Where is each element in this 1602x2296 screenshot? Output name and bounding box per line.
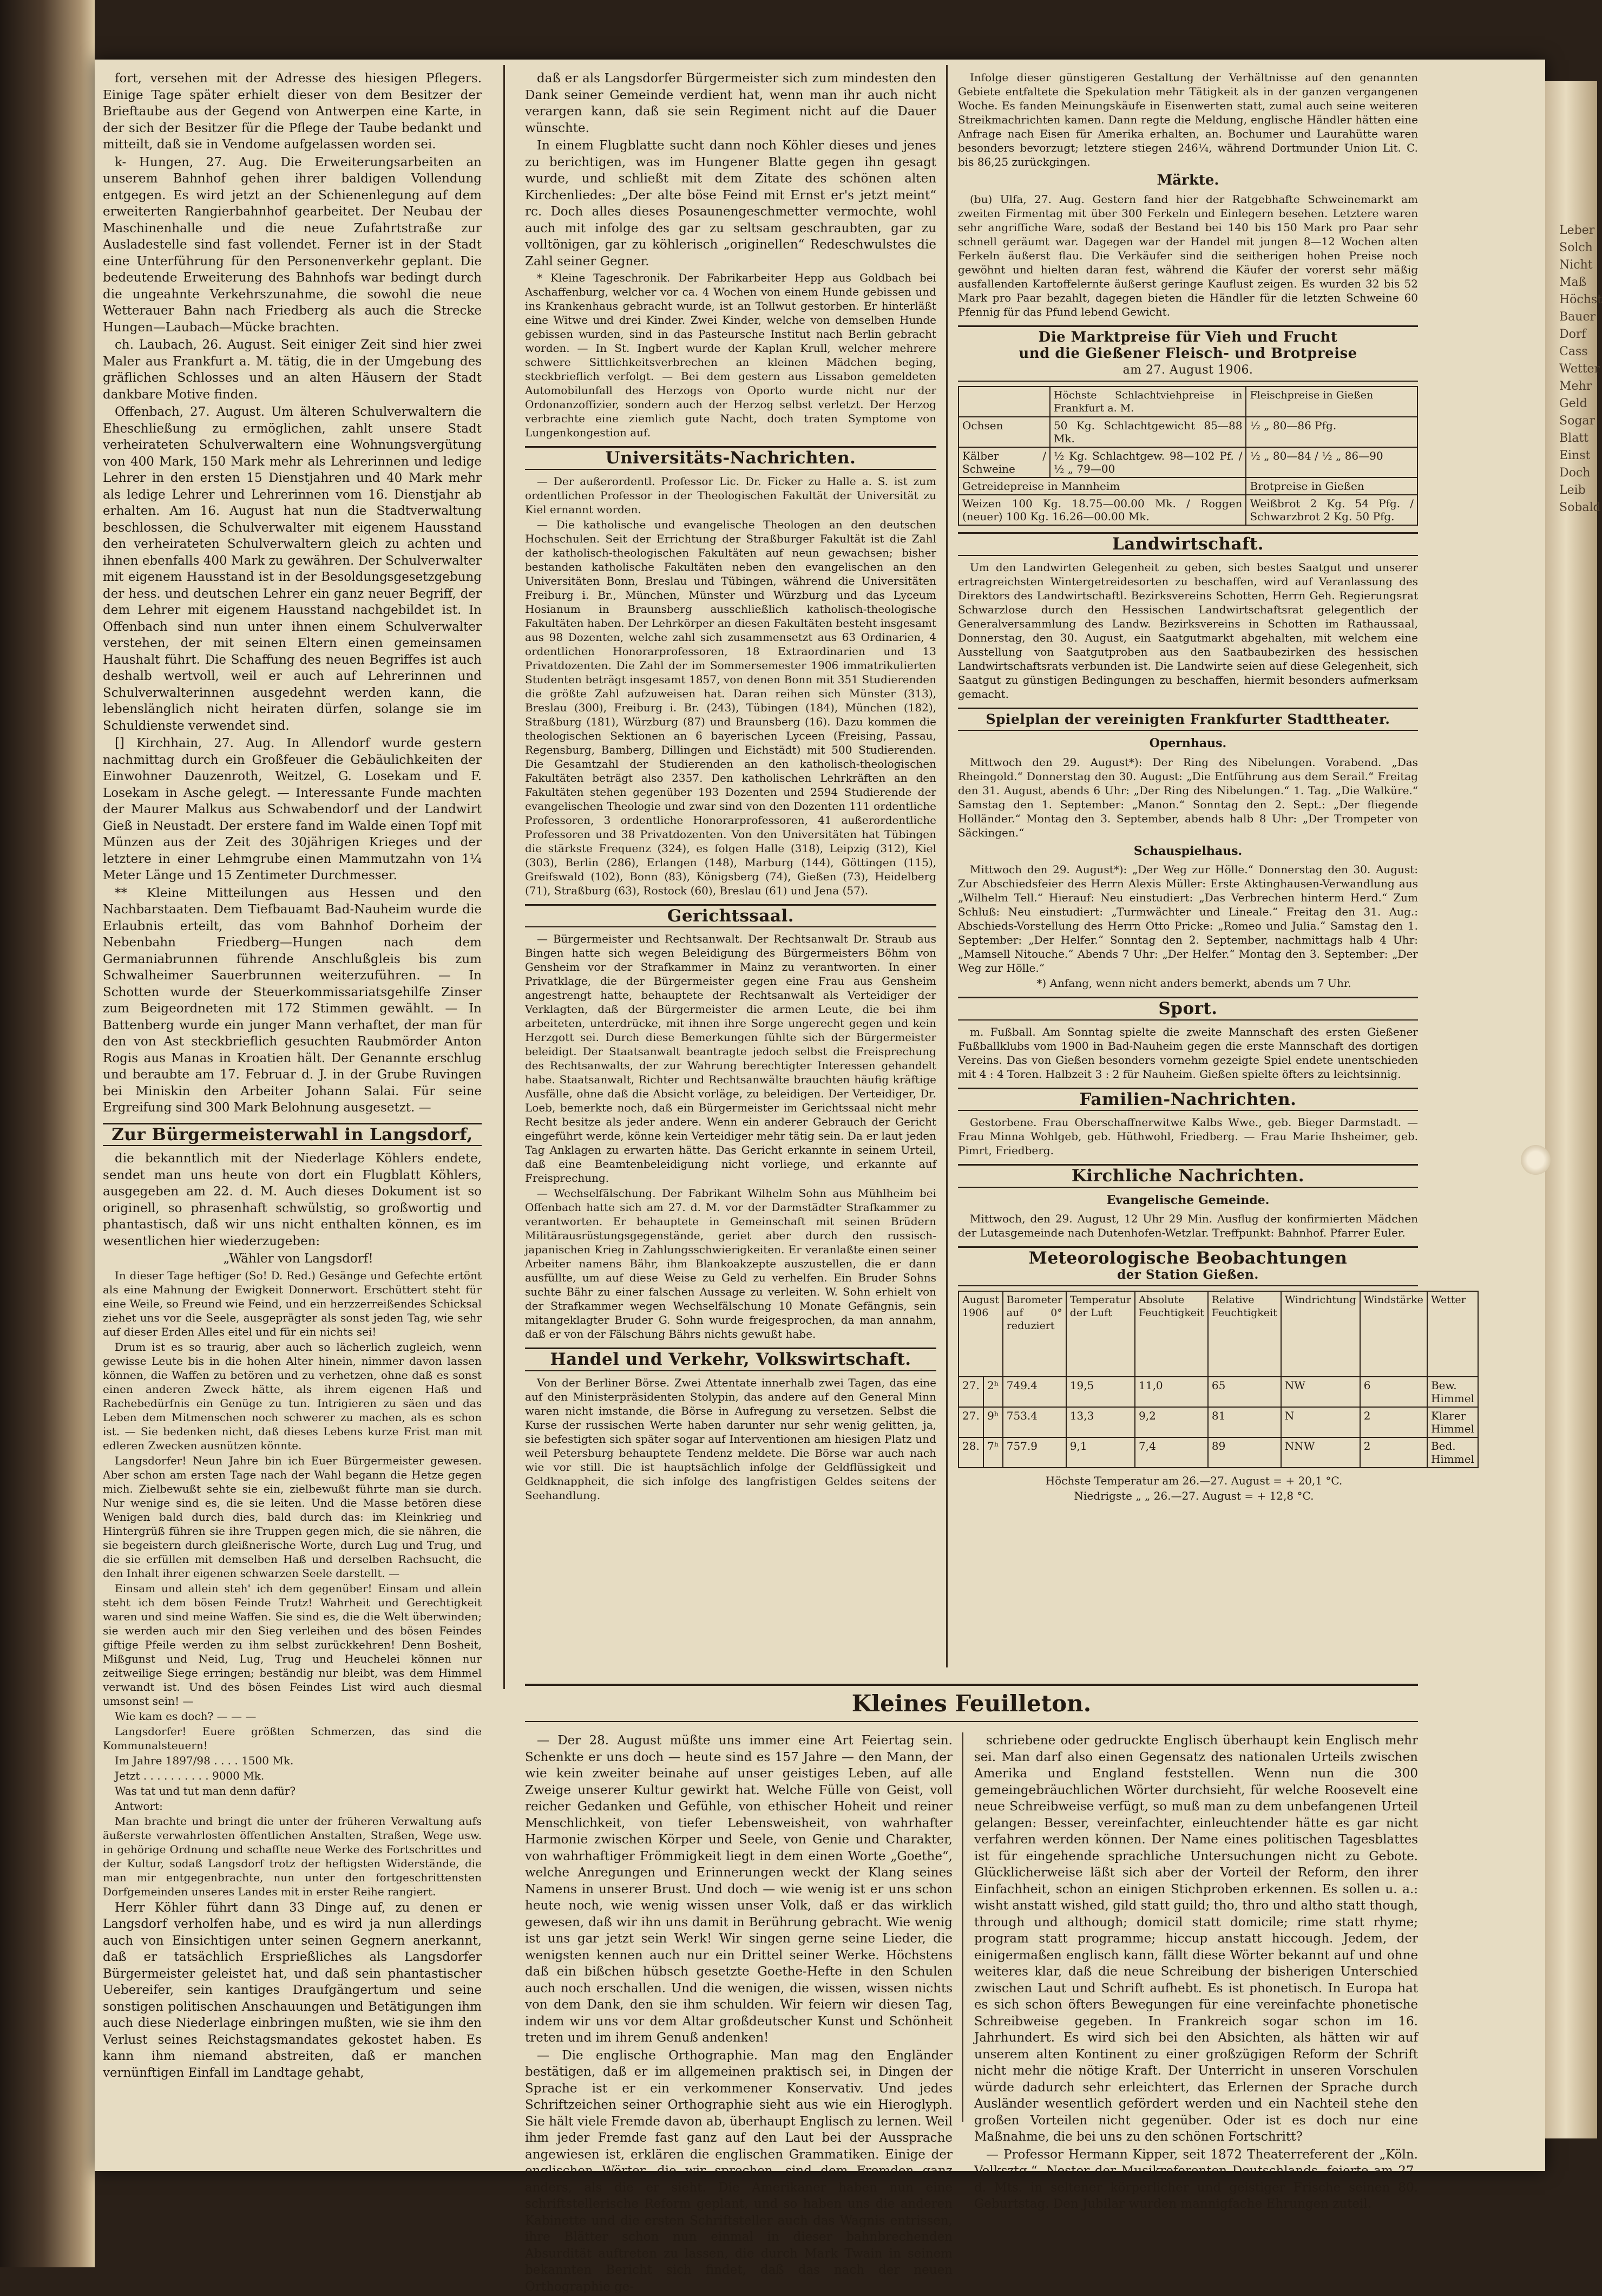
column-1	[103, 70, 482, 2082]
table-header	[958, 1291, 1478, 1377]
heading-sport: Sport.	[958, 997, 1418, 1021]
meteo-min: Niedrigste „ „ 26.—27. August = + 12,8 °C.	[1074, 1489, 1314, 1502]
heading-buergermeisterwahl: Zur Bürgermeisterwahl in Langsdorf,	[103, 1123, 482, 1147]
table-row	[958, 447, 1417, 477]
table-header-cell: Windrichtung	[1281, 1291, 1360, 1377]
univ-2: — Die katholische und evangelische Theologen an den deutschen Hochschulen. Seit der Errichtung der Straßburger Fakultät ist die Zahl der katholisch-theologischen Fakultäten auf neun gewachsen; bisher bestanden katholische Fakultäten neben den evangelischen an den Universitäten Bonn, Breslau und Tübingen, während die Universitäten Freiburg i. Br., München, Münster und Würzburg und das Lyceum Hosianum in Braunsberg ausschließlich katholisch-theologische Fakultäten haben. Der Lehrkörper an diesen Fakultäten besteht insgesamt aus 98 Dozenten, welche zahl sich zusammensetzt aus 63 Ordinarien, 4 ordentlichen Honorarprofessoren, 18 Extraordinarien und 13 Privatdozenten. Die Zahl der im Sommersemester 1906 immatrikulierten Studenten beträgt insgesamt 1857, von denen Bonn mit 351 Studierenden die größte Zahl aufzuweisen hat. Daran reihen sich Münster (313), Breslau (300), Freiburg i. Br. (243), Tübingen (184), München (182), Straßburg (181), Würzburg (87) und Braunsberg (16). Dazu kommen die theologischen Sektionen an 6 bayerischen Lyceen (Freising, Passau, Regensburg, Bamberg, Dillingen und Eichstädt) mit 500 Studierenden. Die Gesamtzahl der Studierenden an den katholisch-theologischen Fakultäten beträgt also 2357. Den katholischen Lehrkräften an den Fakultäten stehen gegenüber 193 Dozenten und 2594 Studierende der evangelischen Theologie und zwar sind von den Dozenten 111 ordentliche Professoren, 3 ordentliche Honorarprofessoren, 41 außerordentliche Professoren und 38 Privatdozenten. Von den Universitäten hat Tübingen die stärkste Frequenz (324), es folgen Halle (318), Leipzig (312), Kiel (303), Berlin (286), Erlangen (148), Marburg (144), Göttingen (115), Greifswald (102), Bonn (83), Königsberg (74), Gießen (73), Heidelberg (71), Straßburg (63), Rostock (60), Breslau (61) und Jena (57).	[525, 518, 936, 897]
table-cell: 9,2	[1135, 1407, 1208, 1437]
article-laubach: ch. Laubach, 26. August. Seit einiger Zeit sind hier zwei Maler aus Frankfurt a. M. tätig, die in der Umgebung des gräflichen Schlosses und an alten Häusern der Stadt dankbare Motive finden.	[103, 338, 482, 402]
tageschronik: * Kleine Tageschronik. Der Fabrikarbeiter Hepp aus Goldbach bei Aschaffenburg, welcher vor ca. 4 Wochen von einem Hunde gebissen und ins Krankenhaus gebracht wurde, ist an Tollwut gestorben. Er hinterläßt eine Witwe und drei Kinder. Zwei Kinder, welche von demselben Hunde gebissen wurden, sind in das Pasteursche Institut nach Berlin gebracht worden. — In St. Ingbert wurde der Kaplan Krull, welcher mehrere schwere Sittlichkeitsverbrechen an kleinen Mädchen beging, steckbrieflich verfolgt. — Bei dem gestern aus Lissabon gemeldeten Automobilunfall des Herzogs von Oporto wurde nicht nur der Ordonanzoffizier, sondern auch der Herzog selbst verletzt. Der Herzog verbrachte eine ziemlich gute Nacht, doch traten Symptome von Lungenkongestion auf.	[525, 271, 936, 439]
table-cell: 81	[1208, 1407, 1281, 1437]
table-cell: 7ʰ	[983, 1437, 1003, 1468]
table-cell: 11,0	[1135, 1377, 1208, 1407]
table-cell: Kälber / Schweine	[958, 447, 1050, 477]
spielplan-schau: Mittwoch den 29. August*): „Der Weg zur Hölle.“ Donnerstag den 30. August: Zur Abschiedsfeier des Herrn Alexis Müller: Erste Aktinghausen-Verwandlung aus „Wilhelm Tell.“ Hierauf: Neu einstudiert: „Das Verbrechen hinterm Herd.“ Zum Schluß: Neu einstudiert: „Turmwächter und Lineale.“ Freitag den 31. Aug.: Abschieds-Vorstellung des Herrn Otto Pricke: „Romeo und Julia.“ Samstag den 1. September: „Der Helfer.“ Sonntag den 2. September, nachmittags halb 4 Uhr: „Mamsell Nitouche.“ Abends 7 Uhr: „Der Helfer.“ Montag den 3. September: „Der Weg zur Hölle.“	[958, 863, 1418, 974]
table-cell: 89	[1208, 1437, 1281, 1468]
article-offenbach: Offenbach, 27. August. Um älteren Schulverwaltern die Eheschließung zu ermöglichen, zahlt unsere Stadt verheirateten Schulverwaltern eine Wohnungsvergütung von 400 Mark, 150 Mark mehr als Lehrerinnen und ledige Lehrer in den ersten 15 Dienstjahren und 40 Mark mehr als ledige Lehrer und Lehrerinnen vom 16. Dienstjahr ab erhalten. Am 16. August hat nun die Stadtverwaltung beschlossen, die Schulverwalter mit eigenem Hausstand den verheirateten Schulverwaltern gleich zu achten und ihnen ebenfalls 400 Mark zu gewähren. Der Schulverwalter mit eigenem Hausstand ist in der Besoldungsgesetzgebung der hess. und deutschen Lehrer ein ganz neuer Begriff, der dem Lehrer mit eigenem Hausstand nachgebildet ist. In Offenbach sind nun unter ihnen einem Schulverwalter verstehen, der mit seinen Eltern einen gemeinsamen Haushalt führt. Die Schaffung des neuen Begriffes ist auch deshalb wertvoll, weil er auch auf Lehrerinnen und Schulverwalterinnen ausgedehnt werden kann, die lebenslänglich nicht heiraten dürfen, solange sie im Schuldienste verwendet sind.	[103, 405, 482, 733]
table-cell: 9,1	[1066, 1437, 1135, 1468]
table-cell: 757.9	[1003, 1437, 1066, 1468]
column-2	[525, 70, 936, 1503]
feuilleton-orthographie: — Die englische Orthographie. Man mag den Engländer bestätigen, daß er im allgemeinen praktisch sei, in Dingen der Sprache ist er ein verkommener Konservativ. Und jedes Schriftzeichen seiner Orthographie sieht aus wie ein Hieroglyph. Sie hält viele Fremde davon ab, überhaupt Englisch zu lernen. Weil ihm jeder Fremde fast ganz auf den Laut bei der Aussprache angewiesen ist, erklären die englischen Grammatiken. Einige der englischen Wörter, die wir sprechen, sind dem Fremden ganz anders, als die er sieht. Die Amerikaner haben nun eine schriftstellerische Reform geplant, und so haben uns die anderen Kabinette und die ersten Schriftsteller auch das Wagnis entrissen, ihre Blätter schon nun einmal in dieser bahnbrechenden Absurdität auftreten zu lassen, die durch Mark Twain in seinem bekannten Bericht sich findet, daß das nach der neuen Orthographie ge-	[525, 2048, 953, 2294]
spielplan-note: *) Anfang, wenn nicht anders bemerkt, abends um 7 Uhr.	[1036, 977, 1351, 990]
table-cell: 2	[1360, 1407, 1427, 1437]
table-header-cell: Windstärke	[1360, 1291, 1427, 1377]
table-cell: 27.	[958, 1407, 983, 1437]
heading-universitaet: Universitäts-Nachrichten.	[525, 446, 936, 470]
kirchlich-sub: Evangelische Gemeinde.	[1106, 1193, 1270, 1207]
table-cell: 2ʰ	[983, 1377, 1003, 1407]
wahl-greeting: „Wähler von Langsdorf!	[223, 1252, 373, 1266]
table-cell: Getreidepreise in Mannheim	[958, 477, 1246, 495]
feuilleton	[525, 1684, 1418, 2294]
ger-1: — Bürgermeister und Rechtsanwalt. Der Rechtsanwalt Dr. Straub aus Bingen hatte sich wegen Beleidigung des Bürgermeisters Böhm von Gensheim vor der Strafkammer in Mainz zu verantworten. In einer Privatklage, die der Bürgermeister gegen eine Frau aus Gensheim angestrengt hatte, behauptete der Rechtsanwalt als Verteidiger der Verklagten, daß der Bürgermeister die armen Leute, die bei ihm arbeiteten, unterdrücke, mit ihnen ihre Sorge ungerecht gegen und kein Herzgott sei. Durch diese Bemerkungen fühlte sich der Bürgermeister beleidigt. Der Staatsanwalt beantragte jedoch selbst die Freisprechung des Rechtsanwalts, der zur Wahrung berechtigter Interessen gehandelt habe. Staatsanwalt, Richter und Rechtsanwälte brauchten häufig kräftige Ausfälle, ohne daß die Absicht vorläge, zu beleidigen. Der Verteidiger, Dr. Loeb, bemerkte noch, daß ein Bürgermeister im Gerichtssaal nicht mehr Recht besitze als jeder andere. Wenn ein anderer Gebrauch der Gericht eingeführt werde, könne kein Verteidiger mehr tätig sein. Da er laut jeden Tag Anklagen zu erwarten hätte. Das Gericht erkannte in seinem Urteil, daß eine Beamtenbeleidigung nicht vorliege, und erkannte auf Freisprechung.	[525, 932, 936, 1185]
sport-text: m. Fußball. Am Sonntag spielte die zweite Mannschaft des ersten Gießener Fußballklubs vom 1900 in Bad-Nauheim gegen die erste Mannschaft des dortigen Vereins. Das von Gießen besonders vornehm gezeigte Spiel endete unentschieden mit 4 : 4 Toren. Halbzeit 3 : 2 für Nauheim. Gießen spielte öfters zu leichtsinnig.	[958, 1025, 1418, 1081]
wahl-text-6: Langsdorfer! Euere größten Schmerzen, das sind die Kommunalsteuern!	[103, 1724, 482, 1752]
table-header	[958, 387, 1417, 417]
article-mitteilungen: ** Kleine Mitteilungen aus Hessen und den Nachbarstaaten. Dem Tiefbauamt Bad-Nauheim wurde die Erlaubnis erteilt, das vom Bahnhof Dorheim der Nebenbahn Friedberg—Hungen nach dem Germaniabrunnen führende Anschlußgleis bis zum Schwalheimer Sauerbrunnen weiterzuführen. — In Schotten wurde der Steuerkommissariatsgehilfe Zinser zum Beigeordneten mit 172 Stimmen gewählt. — In Battenberg wurde ein junger Mann verhaftet, der man für den von Ast steckbrieflich gesuchten Raubmörder Anton Rogis aus Manas in Kroatien hält. Der Genannte erschlug und beraubte am 17. Februar d. J. in der Grube Ruvingen bei Miniskin den Arbeiter Johann Salai. Für seine Ergreifung sind 300 Mark Belohnung ausgesetzt. —	[103, 886, 482, 1115]
table-cell: 7,4	[1135, 1437, 1208, 1468]
univ-1: — Der außerordentl. Professor Lic. Dr. Ficker zu Halle a. S. ist zum ordentlichen Professor in der Theologischen Fakultät der Universität zu Kiel ernannt worden.	[525, 474, 936, 516]
kirchlich-text: Mittwoch, den 29. August, 12 Uhr 29 Min. Ausflug der konfirmierten Mädchen der Lutasgemeinde nach Dutenhofen-Wetzlar. Treffpunkt: Bahnhof. Pfarrer Euler.	[958, 1212, 1418, 1239]
table-header-cell: Relative Feuchtigkeit	[1208, 1291, 1281, 1377]
wahl-text-10: Antwort:	[115, 1799, 163, 1813]
feuilleton-orthographie-cont: schriebene oder gedruckte Englisch überhaupt kein Englisch mehr sei. Man darf also einen Gegensatz des nationalen Urteils zwischen Amerika und England feststellen. Wenn nun die 300 gemeingebräuchlichen Wörter durchsieht, für welche Roosevelt eine neue Schreibweise verfügt, so muß man zu dem unbefangenen Urteil gelangen: Besser, vereinfachter, einleuchtender hätte es gar nicht verfahren werden können. Der Name eines politischen Tagesblattes ist für eingehende sprachliche Untersuchungen nicht zu Gebote. Glücklicherweise läßt sich aber der Vorteil der Reform, den ihrer Einfachheit, schon an einigen Stichproben erkennen. Es sollen u. a.: wisht anstatt wished, gild statt guild; tho, thro und altho statt though, through und although; domicil statt domicile; rime statt rhyme; program statt programme; hiccup anstatt hiccough. Jedem, der einigermaßen englisch kann, fällt diese Wörter bekannt auf und ohne weiteres klar, daß die neue Schreibung der bisherigen Unterschied zwischen Laut und Schrift aufhebt. Es ist phonetisch. In Europa hat es sich schon öfters Bewegungen für eine vereinfachte phonetische Schreibweise gegeben. In Frankreich sogar schon im 16. Jahrhundert. Es wird sich bei den Absichten, als hätten wir auf unserem alten Kontinent zu einer großzügigen Reform der Schrift nicht mehr die nötige Kraft. Der Unterricht in unseren Vorschulen würde dadurch sehr erleichtert, das Erlernen der Sprache durch Ausländer wesentlich gefördert werden und ein Nachteil stehe den großen Vorteilen nicht gegenüber. Oder ist es doch nur eine Maßnahme, die bei uns zu den schönen Fortschritt?	[974, 1734, 1418, 2144]
table-cell: Weizen 100 Kg. 18.75—00.00 Mk. / Roggen (neuer) 100 Kg. 16.26—00.00 Mk.	[958, 495, 1246, 525]
meteo-max: Höchste Temperatur am 26.—27. August = + 20,1 °C.	[1045, 1474, 1343, 1487]
table-cell	[958, 387, 1050, 417]
column-3	[958, 70, 1474, 1504]
table-row	[958, 495, 1417, 525]
next-page-text: Leber Solch Nicht Maß Höchst Bauer Dorf Cass Wetter Mehr Geld Sogar Blatt Einst Doch Leib Sobald	[1559, 224, 1602, 514]
binding-hole	[1521, 1145, 1551, 1175]
meteo-sub: der Station Gießen.	[1117, 1267, 1259, 1282]
column-rule-1	[503, 65, 505, 1689]
table-cell: ½ „ 80—86 Pfg.	[1246, 417, 1417, 447]
marktpreise-date: am 27. August 1906.	[1122, 363, 1253, 377]
table-cell: Bew. Himmel	[1427, 1377, 1478, 1407]
feuilleton-col-left	[525, 1732, 953, 2296]
table-row	[958, 1407, 1478, 1437]
table-header-cell: Wetter	[1427, 1291, 1478, 1377]
table-cell: Weißbrot 2 Kg. 54 Pfg. / Schwarzbrot 2 Kg. 50 Pfg.	[1246, 495, 1417, 525]
spielplan-schau-heading: Schauspielhaus.	[1133, 843, 1243, 858]
table-header-cell: Barometer auf 0° reduziert	[1003, 1291, 1066, 1377]
table-cell: 6	[1360, 1377, 1427, 1407]
landwirtschaft-text: Um den Landwirten Gelegenheit zu geben, sich bestes Saatgut und unserer ertragreichsten Wintergetreidesorten zu beschaffen, wird auf Veranlassung des Direktors des Landwirtschaftl. Bezirksvereins Schotten, Herrn Geh. Regierungsrat Schwarzlose durch den Hessischen Landwirtschaftsrat gelegentlich der Generalversammlung des Landw. Bezirksvereins in Schotten im Rathaussaal, Donnerstag, den 30. August, ein Saatgutmarkt abgehalten, mit welchem eine Ausstellung von Saatgutproben aus den Saatbaubezirken des hessischen Landwirtschaftsrats verbunden ist. Die Landwirte seien auf diese Gelegenheit, sich Saatgut zu günstigen Bedingungen zu beschaffen, hiermit besonders aufmerksam gemacht.	[958, 560, 1418, 701]
wahl-continued: daß er als Langsdorfer Bürgermeister sich zum mindesten den Dank seiner Gemeinde verdient hat, wenn man ihr auch nicht verargen kann, daß sie sein Regiment nicht auf die Dauer wünschte.	[525, 71, 936, 135]
table-row	[958, 1437, 1478, 1468]
wahl-text-1: In dieser Tage heftiger (So! D. Red.) Gesänge und Gefechte ertönt als eine Mahnung der Ewigkeit Donnerwort. Erschüttert steht für eine Weile, so Freund wie Feind, und ein herzzerreißendes Schicksal ziehet uns vor die Seele, ausgeprägter als sonst jeden Tag, wie sehr auf dieser Erden Alles eitel und für ein nichts sei!	[103, 1268, 482, 1338]
heading-spielplan: Spielplan der vereinigten Frankfurter Stadttheater.	[958, 708, 1418, 731]
weather-table	[958, 1291, 1479, 1468]
table-cell: 9ʰ	[983, 1407, 1003, 1437]
table-header-cell: Temperatur der Luft	[1066, 1291, 1135, 1377]
heading-familien: Familien-Nachrichten.	[958, 1088, 1418, 1111]
wahl-text-8: Jetzt . . . . . . . . . . 9000 Mk.	[115, 1769, 265, 1782]
article-brieftaube: fort, versehen mit der Adresse des hiesigen Pflegers. Einige Tage später erhielt dieser von dem Besitzer der Brieftaube aus der Gegend von Antwerpen eine Karte, in der sich der Besitzer für die Pflege der Taube bedankt und mitteilt, daß sie in Vendome aufgelassen worden sei.	[103, 71, 482, 152]
spielplan-oper-heading: Opernhaus.	[1149, 736, 1227, 750]
table-cell: NNW	[1281, 1437, 1360, 1468]
heading-handel: Handel und Verkehr, Volkswirtschaft.	[525, 1347, 936, 1371]
marktpreise-title: Die Marktpreise für Vieh und Frucht	[1038, 329, 1338, 345]
marktpreise-sub: und die Gießener Fleisch- und Brotpreise	[1019, 345, 1357, 362]
heading-meteorologie	[958, 1246, 1418, 1286]
article-kirchhain: [] Kirchhain, 27. Aug. In Allendorf wurde gestern nachmittag durch ein Großfeuer die Gebäulichkeiten der Einwohner Dauzenroth, Weitzel, G. Losekam und F. Losekam in Asche gelegt. — Interessante Funde machten der Maurer Malkus aus Schwabendorf und der Landwirt Gieß in Neustadt. Der erstere fand im Walde einen Topf mit Münzen aus der Zeit des 30jährigen Krieges und der letztere in einer Lehmgrube einen Mammutzahn von 1¼ Meter Länge und 15 Zentimeter Durchmesser.	[103, 736, 482, 882]
wahl-text-11: Man brachte und bringt die unter der früheren Verwaltung aufs äußerste verwahrlosten öffentlichen Anstalten, Straßen, Wege usw. in gehörige Ordnung und schaffte neue Werke des Fortschrittes und der Kultur, sodaß Langsdorf trotz der heftigsten Widerstände, die man mir entgegenbrachte, nun unter den fortgeschrittensten Dorfgemeinden unseres Landes mit in erster Reihe rangiert.	[103, 1814, 482, 1898]
heading-landwirtschaft: Landwirtschaft.	[958, 532, 1418, 556]
table-cell: 753.4	[1003, 1407, 1066, 1437]
column-rule-2	[946, 65, 948, 1667]
table-cell: Ochsen	[958, 417, 1050, 447]
feuilleton-title: Kleines Feuilleton.	[851, 1690, 1092, 1717]
table-header-cell: August 1906	[958, 1291, 1003, 1377]
heading-kirchlich: Kirchliche Nachrichten.	[958, 1164, 1418, 1188]
wahl-flugblatt: In einem Flugblatte sucht dann noch Köhler dieses und jenes zu berichtigen, was im Hungener Blatte gegen ihn gesagt wurde, und schließt mit dem Zitate des schönen alten Kirchenliedes: „Der alte böse Feind mit Ernst er's jetzt meint“ rc. Doch alles dieses Posaunengeschmetter vermochte, wohl auch mit infolge des gar zu seltsam geschraubten, gar zu volltönigen, gar zu köhlerisch „originellen“ Redeschwulstes die Zahl seiner Gegner.	[525, 139, 936, 269]
wahl-text-7: Im Jahre 1897/98 . . . . 1500 Mk.	[115, 1754, 294, 1767]
handel-1: Von der Berliner Börse. Zwei Attentate innerhalb zwei Tagen, das eine auf den Ministerpräsidenten Stolypin, das andere auf den General Minn waren nicht imstande, die Börse in Aufregung zu versetzen. Selbst die Kurse der russischen Werte haben darunter nur sehr wenig gelitten, ja, sie befestigten sich später sogar auf Interventionen am hiesigen Platz und weil Petersburg behauptete Tendenz meldete. Die Börse war auch nach wie vor still. Die ist hauptsächlich infolge der Geldflüssigkeit und Geldknappheit, die sich infolge des langfristigen Geldes seitens der Seehandlung.	[525, 1376, 936, 1502]
table-cell: Bed. Himmel	[1427, 1437, 1478, 1468]
market-table	[958, 386, 1418, 526]
article-hungen: k- Hungen, 27. Aug. Die Erweiterungsarbeiten an unserem Bahnhof gehen ihrer baldigen Vollendung entgegen. Es wird jetzt an der Schienenlegung auf dem erweiterten Rangierbahnhof gearbeitet. Der Neubau der Maschinenhalle und die neue Zufahrtstraße zur Ausladestelle sind fast vollendet. Ferner ist in der Stadt eine Unterführung für den Personenverkehr geplant. Die bedeutende Erweiterung des Bahnhofs war bedingt durch die ungeahnte Verkehrszunahme, die sowohl die neue Wetterauer Bahn nach Friedberg als auch die Strecke Hungen—Laubach—Mücke brachten.	[103, 155, 482, 335]
maerkte-text: (bu) Ulfa, 27. Aug. Gestern fand hier der Ratgebhafte Schweinemarkt am zweiten Firmentag mit über 300 Ferkeln und Einlegern besehen. Letztere waren sehr angriffiche Ware, sodaß der Bestand bei 140 bis 150 Mark pro Paar sehr schnell geräumt war. Dagegen war der Handel mit jungen 8—12 Wochen alten Ferkeln äußerst flau. Die Verkäufer sind die seitherigen hohen Preise noch gewöhnt und hielten daran fest, während die Käufer der vorerst sehr mäßig ausfallenden Kartoffelernte äußerst geringe Kauflust zeigen. Es wurden 32 bis 52 Mark pro Paar bezahlt, dagegen bieten die Händler für die letzten Schweine 60 Pfennig für das Pfund lebend Gewicht.	[958, 192, 1418, 318]
table-row	[958, 417, 1417, 447]
wahl-text-3: Langsdorfer! Neun Jahre bin ich Euer Bürgermeister gewesen. Aber schon am ersten Tage nach der Wahl begann die Hetze gegen mich. Zielbewußt sehte sie ein, zielbewußt führte man sie durch. Nur wenige sind es, die sie leiten. Und die Masse betören diese Wenigen bald durch dies, bald durch das: im Kleinkrieg und Hintergrüß führen sie ihre Truppen gegen mich, die sie nähren, die sie begeistern durch gleißnerische Worte, durch Lug und Trug, und die sie erfüllen mit demselben Haß und derselben Rachsucht, die den Inhalt ihrer eigenen schwarzen Seele darstellt. —	[103, 1454, 482, 1580]
table-cell: N	[1281, 1407, 1360, 1437]
heading-maerkte: Märkte.	[1157, 172, 1219, 188]
table-cell: 749.4	[1003, 1377, 1066, 1407]
table-row	[958, 1377, 1478, 1407]
table-header-cell: Höchste Schlachtviehpreise in Frankfurt a. M.	[1050, 387, 1246, 417]
table-cell: Brotpreise in Gießen	[1246, 477, 1417, 495]
feuilleton-col-right	[974, 1732, 1418, 2214]
table-cell: ½ „ 80—84 / ½ „ 86—90	[1246, 447, 1417, 477]
book-gutter	[0, 0, 95, 2267]
table-cell: 2	[1360, 1437, 1427, 1468]
feuilleton-rule	[962, 1732, 963, 2122]
heading-marktpreise	[958, 325, 1418, 382]
table-cell: NW	[1281, 1377, 1360, 1407]
table-header-cell: Fleischpreise in Gießen	[1246, 387, 1417, 417]
wahl-commentary: Herr Köhler führt dann 33 Dinge auf, zu denen er Langsdorf verholfen habe, und es wird ja nun allerdings auch von Einsichtigen unter seinen Gegnern anerkannt, daß er tatsächlich Ersprießliches als Langsdorfer Bürgermeister geleistet hat, und daß sein phantastischer Uebereifer, sein kantiges Draufgängertum und seine sonstigen politischen Anschauungen und Betätigungen ihm auch diese Niederlage einbringen mußten, wie sie ihm den Verlust seines Reichstagsmandates gekostet haben. Es kann ihm niemand abstreiten, daß er manchen vernünftigen Einfall im Landtage gehabt,	[103, 1900, 482, 2080]
ger-2: — Wechselfälschung. Der Fabrikant Wilhelm Sohn aus Mühlheim bei Offenbach hatte sich am 27. d. M. vor der Darmstädter Strafkammer zu verantworten. Er behauptete in Gemeinschaft mit seinen Brüdern Militärausrüstungsgegenstände, geriet aber durch den russisch-japanischen Krieg in Zahlungsschwierigkeiten. Er veranlaßte einen seiner Arbeiter namens Bähr, ihm Blankoakzepte auszustellen, die er dann ausfüllte, um auf diese Weise zu Geld zu verhelfen. Ein Bruder Sohns suchte Bähr zu einer falschen Aussage zu verleiten. W. Sohn erhielt von der Strafkammer wegen Wechselfälschung 10 Monate Gefängnis, sein mitangeklagter Bruder G. Sohn wurde freigesprochen, da man annahm, daß er von der Fälschung Bährs nichts gewußt habe.	[525, 1187, 936, 1340]
table-cell: 13,3	[1066, 1407, 1135, 1437]
next-page-edge	[1545, 81, 1602, 2138]
feuilleton-header	[525, 1684, 1418, 1722]
meteo-title: Meteorologische Beobachtungen	[1028, 1248, 1348, 1268]
table-cell: 65	[1208, 1377, 1281, 1407]
table-cell: Klarer Himmel	[1427, 1407, 1478, 1437]
feuilleton-goethe: — Der 28. August müßte uns immer eine Art Feiertag sein. Schenkte er uns doch — heute sind es 157 Jahre — den Mann, der wie kein zweiter beinahe auf unser geistiges Leben, auf alle Zweige unserer Kultur gewirkt hat. Welche Fülle von Geist, voll reicher Gedanken und Gefühle, von ethischer Hoheit und reiner Menschlichkeit, von tiefer Lebensweisheit, von wahrhafter Harmonie zwischen Körper und Seele, von Genie und Charakter, von wahrhaftiger Frömmigkeit liegt in dem einen Worte „Goethe“, welche Anregungen und Erinnerungen weckt der Klang seines Namens in unserer Brust. Und doch — wie wenig ist er uns schon heute noch, wie wenig wissen unser Volk, daß er das wirklich gewesen, daß wir ihn uns damit in Berührung gebracht. Wie wenig ist uns gar jetzt sein Werk! Wir singen gerne seine Lieder, die wenigsten kennen auch nur ein Drittel seiner Werke. Höchstens daß ein bißchen hübsch gesetzte Goethe-Hefte in den Schulen auch noch erschallen. Und die wenigen, die wissen, wissen nichts von dem Dank, den sie ihm schulden. Wir feiern wir diesen Tag, indem wir uns vor dem Altar großdeutscher Kunst und Schönheit treten und im ihrem Genuß andenken!	[525, 1734, 953, 2045]
wahl-text-2: Drum ist es so traurig, aber auch so lächerlich zugleich, wenn gewisse Leute bis in die hohen Alter hinein, nimmer davon lassen können, die Waffen zu betören und zu verhetzen, ohne daß es sonst einen anderen Zweck hätte, als ihrem eigenen Haß und Rachebedürfnis ein Genüge zu tun. Intrigieren zu säen und das Leben dem Mitmenschen noch schwerer zu machen, als es schon ist. — Sie bedenken nicht, daß dieses Lebens kurze Frist man mit edleren Zwecken ausnützen könnte.	[103, 1340, 482, 1452]
table-cell: 27.	[958, 1377, 983, 1407]
table-cell: 28.	[958, 1437, 983, 1468]
table-cell: ½ Kg. Schlachtgew. 98—102 Pf. / ½ „ 79—00	[1050, 447, 1246, 477]
heading-gerichtssaal: Gerichtssaal.	[525, 904, 936, 928]
familien-text: Gestorbene. Frau Oberschaffnerwitwe Kalbs Wwe., geb. Bieger Darmstadt. — Frau Minna Wohlgeb, geb. Hüthwohl, Friedberg. — Frau Marie Ihsheimer, geb. Pimrt, Friedberg.	[958, 1116, 1418, 1157]
wahl-text-4: Einsam und allein steh' ich dem gegenüber! Einsam und allein steht ich dem bösen Feinde Trutz! Wahrheit und Gerechtigkeit waren und sind meine Waffen. Sie sind es, die die Welt überwinden; sie werden auch mir den Sieg verleihen und des bösen Feindes giftige Pfeile werden zu ihm selbst zurückkehren! Denn Bosheit, Mißgunst und Neid, Lug, Trug und Heuchelei können nur zeitweilige Siege erringen; beständig nur bleibt, was dem Himmel verwandt ist. Und des bösen Feindes List wird auch diesmal umsonst sein! —	[103, 1581, 482, 1708]
wahl-text-9: Was tat und tut man denn dafür?	[115, 1784, 296, 1797]
spielplan-oper: Mittwoch den 29. August*): Der Ring des Nibelungen. Vorabend. „Das Rheingold.“ Donnerstag den 30. August: „Die Entführung aus dem Serail.“ Freitag den 31. August, abends 6 Uhr: „Der Ring des Nibelungen.“ 1. Tag. „Die Walküre.“ Samstag den 1. September: „Manon.“ Sonntag den 2. Sept.: „Der fliegende Holländer.“ Montag den 3. September, abends halb 8 Uhr: „Der Trompeter von Säckingen.“	[958, 755, 1418, 839]
table-cell: 19,5	[1066, 1377, 1135, 1407]
boerse-continued: Infolge dieser günstigeren Gestaltung der Verhältnisse auf den genannten Gebiete entfaltete die Spekulation mehr Tätigkeit als in der ganzen vergangenen Woche. Es fanden Meinungskäufe in Eisenwerten statt, zumal auch seine weiteren Streikmachrichten kamen. Dann regte die Meldung, englische Händler hätten eine Anfrage nach Eisen für Amerika erhalten, an. Bochumer und Laurahütte waren besonders bevorzugt; letztere stiegen 246¼, während Dortmunder Union Lit. C. bis 86,25 zurückgingen.	[958, 71, 1418, 168]
feuilleton-kipper: — Professor Hermann Kipper, seit 1872 Theaterreferent der „Köln. Volksztg.“, Nestor der Musikreferenten Deutschlands, feierte am 27. d. Mts. in seltener körperlicher und geistiger Frische seinen 80. Geburtstag. Den Jubilar wurden mannigfache Ehrungen zuteil.	[974, 2147, 1418, 2211]
table-cell: 50 Kg. Schlachtgewicht 85—88 Mk.	[1050, 417, 1246, 447]
table-header-cell: Absolute Feuchtigkeit	[1135, 1291, 1208, 1377]
wahl-text-5: Wie kam es doch? — — —	[115, 1709, 257, 1723]
table-row	[958, 477, 1417, 495]
wahl-intro: die bekanntlich mit der Niederlage Köhlers endete, sendet man uns heute von dort ein Flugblatt Köhlers, ausgegeben am 22. d. M. Auch dieses Dokument ist so originell, so phrasenhaft schwülstig, so großwortig und phantastisch, daß wir uns nicht enthalten können, es im wesentlichen hier wiederzugeben:	[103, 1152, 482, 1248]
